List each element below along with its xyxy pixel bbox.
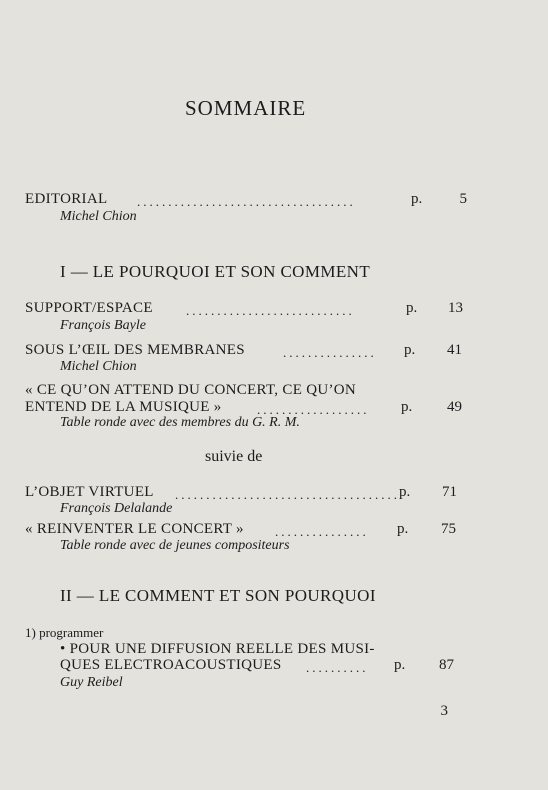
entry-diffusion-author: Guy Reibel	[60, 675, 123, 690]
entry-support-page: 13	[448, 300, 463, 316]
page-prefix: p.	[399, 484, 411, 500]
entry-editorial-label: EDITORIAL	[25, 191, 108, 207]
page-prefix: p.	[404, 342, 416, 358]
entry-concert-page: 49	[447, 399, 462, 415]
leader-dots: ...........................	[186, 303, 355, 318]
page-prefix: p.	[406, 300, 418, 316]
entry-objet-author: François Delalande	[60, 501, 173, 516]
entry-sous-author: Michel Chion	[60, 359, 137, 374]
page-prefix: p.	[411, 191, 423, 207]
leader-dots: ....................................	[175, 487, 400, 502]
page-prefix: p.	[397, 521, 409, 537]
entry-editorial-page: 5	[459, 191, 467, 207]
entry-diffusion-page: 87	[439, 657, 454, 673]
entry-sous-label: SOUS L’ŒIL DES MEMBRANES	[25, 342, 245, 358]
entry-sous-page: 41	[447, 342, 462, 358]
leader-dots: ..................	[257, 402, 370, 417]
entry-objet-label: L’OBJET VIRTUEL	[25, 484, 154, 500]
entry-reinventer-page: 75	[441, 521, 456, 537]
entry-support-label: SUPPORT/ESPACE	[25, 300, 153, 316]
subsection-programmer	[25, 625, 103, 642]
entry-editorial-author: Michel Chion	[60, 209, 137, 224]
entry-diffusion-line1: • POUR UNE DIFFUSION REELLE DES MUSI-	[60, 641, 375, 657]
leader-dots: ...............	[283, 345, 377, 360]
entry-support-author: François Bayle	[60, 318, 146, 333]
page-title: SOMMAIRE	[185, 96, 307, 120]
suivie-de-text: suivie de	[205, 448, 263, 465]
page-prefix: p.	[401, 399, 413, 415]
leader-dots: ...................................	[137, 194, 356, 209]
leader-dots: ...............	[275, 524, 369, 539]
entry-reinventer-author: Table ronde avec de jeunes compositeurs	[60, 538, 290, 553]
page-number: 3	[440, 703, 448, 719]
leader-dots: ..........	[306, 660, 369, 675]
entry-concert-line1: « CE QU’ON ATTEND DU CONCERT, CE QU’ON	[25, 382, 357, 398]
page-prefix: p.	[394, 657, 406, 673]
entry-concert-line2: ENTEND DE LA MUSIQUE »	[25, 399, 222, 415]
entry-concert-author: Table ronde avec des membres du G. R. M.	[60, 415, 300, 430]
entry-diffusion-line2: QUES ELECTROACOUSTIQUES	[60, 657, 282, 673]
subsection-programmer-label: 1) programmer	[25, 625, 104, 640]
section-heading-2: II — LE COMMENT ET SON POURQUOI	[60, 586, 376, 605]
entry-reinventer-label: « REINVENTER LE CONCERT »	[25, 521, 244, 537]
entry-objet-page: 71	[442, 484, 457, 500]
section-heading-1: I — LE POURQUOI ET SON COMMENT	[60, 262, 371, 281]
